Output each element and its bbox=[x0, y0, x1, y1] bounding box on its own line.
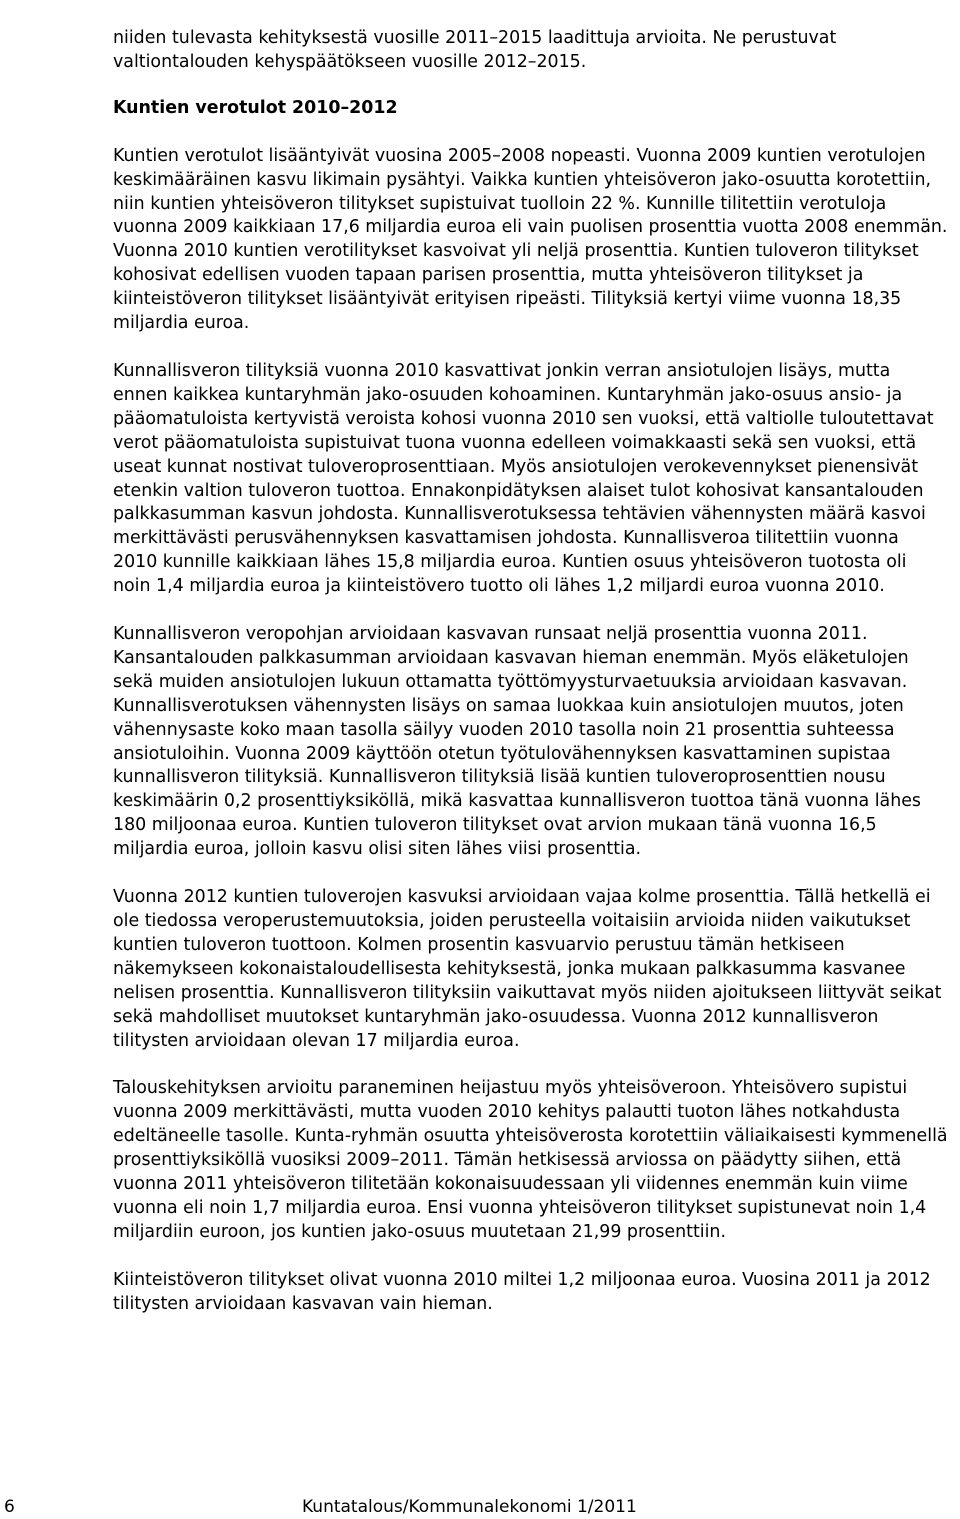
paragraph-2: Kunnallisveron tilityksiä vuonna 2010 kasvattivat jonkin verran ansiotulojen lisäys, mutta ennen kaikkea kuntaryhmän jako-osuuden kohoaminen. Kuntaryhmän jako-osuus ansio- ja pääomatuloista kertyvistä veroista kohosi vuonna 2010 sen vuoksi, että valtiolle tuloutettavat verot pääomatuloista supistuivat tuona vuonna edelleen voimakkaasti sekä sen vuoksi, että useat kunnat nostivat tuloveroprosenttiaan. Myös ansiotulojen verokevennykset pienensivät etenkin valtion tuloveron tuottoa. Ennakonpidätyksen alaiset tulot kohosivat kansantalouden palkkasumman kasvun johdosta. Kunnallisverotuksessa tehtävien vähennysten määrä kasvoi merkittävästi perusvähennyksen kasvattamisen johdosta. Kunnallisveroa tilitettiin vuonna 2010 kunnille kaikkiaan lähes 15,8 miljardia euroa. Kuntien osuus yhteisöveron tuotosta oli noin 1,4 miljardia euroa ja kiinteistövero tuotto oli lähes 1,2 miljardi euroa vuonna 2010. bbox=[113, 360, 934, 597]
intro-paragraph: niiden tulevasta kehityksestä vuosille 2011–2015 laadittuja arvioita. Ne perustuvat valtiontalouden kehyspäätökseen vuosille 2012–2015. bbox=[113, 28, 837, 72]
paragraph-4: Vuonna 2012 kuntien tuloverojen kasvuksi arvioidaan vajaa kolme prosenttia. Tällä hetkellä ei ole tiedossa veroperustemuutoksia, joiden perusteella voitaisiin arvioida niiden vaikutukset kuntien tuloveron tuottoon. Kolmen prosentin kasvuarvio perustuu tämän hetkiseen näkemykseen kokonaistaloudellisesta kehityksestä, jonka mukaan palkkasumma kasvanee nelisen prosenttia. Kunnallisveron tilityksiin vaikuttavat myös niiden ajoitukseen liittyvät seikat sekä mahdolliset muutokset kuntaryhmän jako-osuudessa. Vuonna 2012 kunnallisveron tilitysten arvioidaan olevan 17 miljardia euroa. bbox=[113, 887, 942, 1051]
document-body bbox=[113, 27, 948, 1317]
paragraph-1: Kuntien verotulot lisääntyivät vuosina 2005–2008 nopeasti. Vuonna 2009 kuntien verotulojen keskimääräinen kasvu likimain pysähtyi. Vaikka kuntien yhteisöveron jako-osuutta korotettiin, niin kuntien yhteisöveron tilitykset supistuivat tuolloin 22 %. Kunnille tilitettiin verotuloja vuonna 2009 kaikkiaan 17,6 miljardia euroa eli vain puolisen prosenttia vuotta 2008 enemmän. Vuonna 2010 kuntien verotilitykset kasvoivat yli neljä prosenttia. Kuntien tuloveron tilitykset kohosivat edellisen vuoden tapaan parisen prosenttia, mutta yhteisöveron tilitykset ja kiinteistöveron tilitykset lisääntyivät erityisen ripeästi. Tilityksiä kertyi viime vuonna 18,35 miljardia euroa. bbox=[113, 145, 948, 334]
paragraph-3: Kunnallisveron veropohjan arvioidaan kasvavan runsaat neljä prosenttia vuonna 2011. Kansantalouden palkkasumman arvioidaan kasvavan hieman enemmän. Myös eläketulojen sekä muiden ansiotulojen lukuun ottamatta työttömyysturvaetuuksia arvioidaan kasvavan. Kunnallisverotuksen vähennysten lisäys on samaa luokkaa kuin ansiotulojen muutos, joten vähennysaste koko maan tasolla säilyy vuoden 2010 tasolla noin 21 prosenttia suhteessa ansiotuloihin. Vuonna 2009 käyttöön otetun työtulovähennyksen kasvattaminen supistaa kunnallisveron tilityksiä. Kunnallisveron tilityksiä lisää kuntien tuloveroprosenttien nousu keskimäärin 0,2 prosenttiyksiköllä, mikä kasvattaa kunnallisveron tuottoa tänä vuonna lähes 180 miljoonaa euroa. Kuntien tuloveron tilitykset ovat arvion mukaan tänä vuonna 16,5 miljardia euroa, jolloin kasvu olisi siten lähes viisi prosenttia. bbox=[113, 624, 921, 860]
page-number: 6 bbox=[4, 1497, 15, 1517]
section-heading: Kuntien verotulot 2010–2012 bbox=[113, 97, 398, 118]
paragraph-6: Kiinteistöveron tilitykset olivat vuonna 2010 miltei 1,2 miljoonaa euroa. Vuosina 2011 ja 2012 tilitysten arvioidaan kasvavan vain hieman. bbox=[113, 1269, 931, 1314]
paragraph-5: Talouskehityksen arvioitu paraneminen heijastuu myös yhteisöveroon. Yhteisövero supistui vuonna 2009 merkittävästi, mutta vuoden 2010 kehitys palautti tuoton lähes notkahdusta edeltäneelle tasolle. Kunta-ryhmän osuutta yhteisöverosta korotettiin väliaikaisesti kymmenellä prosenttiyksiköllä vuosiksi 2009–2011. Tämän hetkisessä arviossa on päädytty siihen, että vuonna 2011 yhteisöveron tilitetään kokonaisuudessaan yli viidennes enemmän kuin viime vuonna eli noin 1,7 miljardia euroa. Ensi vuonna yhteisöveron tilitykset supistunevat noin 1,4 miljardiin euroon, jos kuntien jako-osuus muutetaan 21,99 prosenttiin. bbox=[113, 1078, 948, 1242]
publication-title: Kuntatalous/Kommunalekonomi 1/2011 bbox=[302, 1497, 637, 1517]
